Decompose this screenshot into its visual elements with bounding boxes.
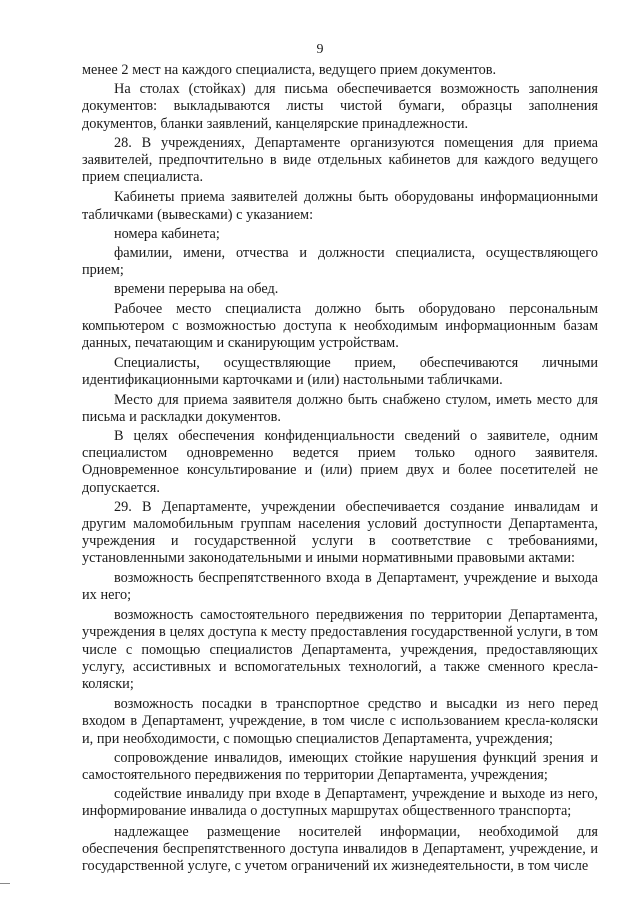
- page-number: 9: [316, 42, 324, 57]
- paragraph: содействие инвалиду при входе в Департамент, учреждение и выходе из него, информирование инвалида о доступных маршрутах общественного транспорта;: [82, 786, 598, 820]
- paragraph: Место для приема заявителя должно быть снабжено стулом, иметь место для письма и раскладки документов.: [82, 391, 598, 425]
- paragraph: надлежащее размещение носителей информации, необходимой для обеспечения беспрепятственного доступа инвалидов в Департамент, учреждение, и государственной услуге, с учетом ограничений их жизнедеятельности, в том числе: [82, 823, 598, 874]
- paragraph: Кабинеты приема заявителей должны быть оборудованы информационными табличками (вывесками) с указанием:: [82, 189, 598, 223]
- paragraph: возможность посадки в транспортное средство и высадки из него перед входом в Департамент, учреждение, в том числе с использованием кресла-коляски и, при необходимости, с помощью специалистов Департамента, учреждения;: [82, 696, 598, 747]
- paragraph: номера кабинета;: [114, 225, 220, 242]
- paragraph: возможность самостоятельного передвижения по территории Департамента, учреждения в целях доступа к месту предоставления государственной услуги, в том числе с помощью специалистов Департамента, учреждения, предоставляющих услугу, ассистивных и вспомогательных технологий, а также сменного кресла-коляски;: [82, 607, 598, 692]
- paragraph: 28. В учреждениях, Департаменте организуются помещения для приема заявителей, предпочтительно в виде отдельных кабинетов для каждого ведущего прием специалиста.: [82, 134, 598, 186]
- paragraph: В целях обеспечения конфиденциальности сведений о заявителе, одним специалистом одновременно ведется прием только одного заявителя. Одновременное консультирование и (или) прием двух и более посетителей не допускается.: [82, 428, 598, 496]
- document-body: [82, 62, 598, 877]
- paragraph: возможность беспрепятственного входа в Департамент, учреждение и выхода их него;: [82, 569, 598, 603]
- paragraph: Рабочее место специалиста должно быть оборудовано персональным компьютером с возможностью доступа к необходимым информационным базам данных, печатающим и сканирующим устройствам.: [82, 300, 598, 352]
- paragraph: сопровождение инвалидов, имеющих стойкие нарушения функций зрения и самостоятельного передвижения по территории Департамента, учреждения;: [82, 749, 598, 783]
- paragraph: менее 2 мест на каждого специалиста, ведущего прием документов.: [82, 62, 497, 78]
- paragraph: фамилии, имени, отчества и должности специалиста, осуществляющего прием;: [82, 245, 598, 279]
- paragraph: На столах (стойках) для письма обеспечивается возможность заполнения документов: выкладываются листы чистой бумаги, образцы заполнения документов, бланки заявлений, канцелярские принадлежности.: [82, 81, 598, 132]
- paragraph: 29. В Департаменте, учреждении обеспечивается создание инвалидам и другим маломобильным группам населения условий доступности Департамента, учреждения и государственной услуги в соответствие с требованиями, установленными законодательными и иными нормативными правовыми актами:: [82, 498, 598, 567]
- paragraph: Специалисты, осуществляющие прием, обеспечиваются личными идентификационными карточками и (или) настольными табличками.: [82, 355, 598, 389]
- paragraph: времени перерыва на обед.: [114, 281, 279, 298]
- scan-edge-mark: [0, 883, 10, 884]
